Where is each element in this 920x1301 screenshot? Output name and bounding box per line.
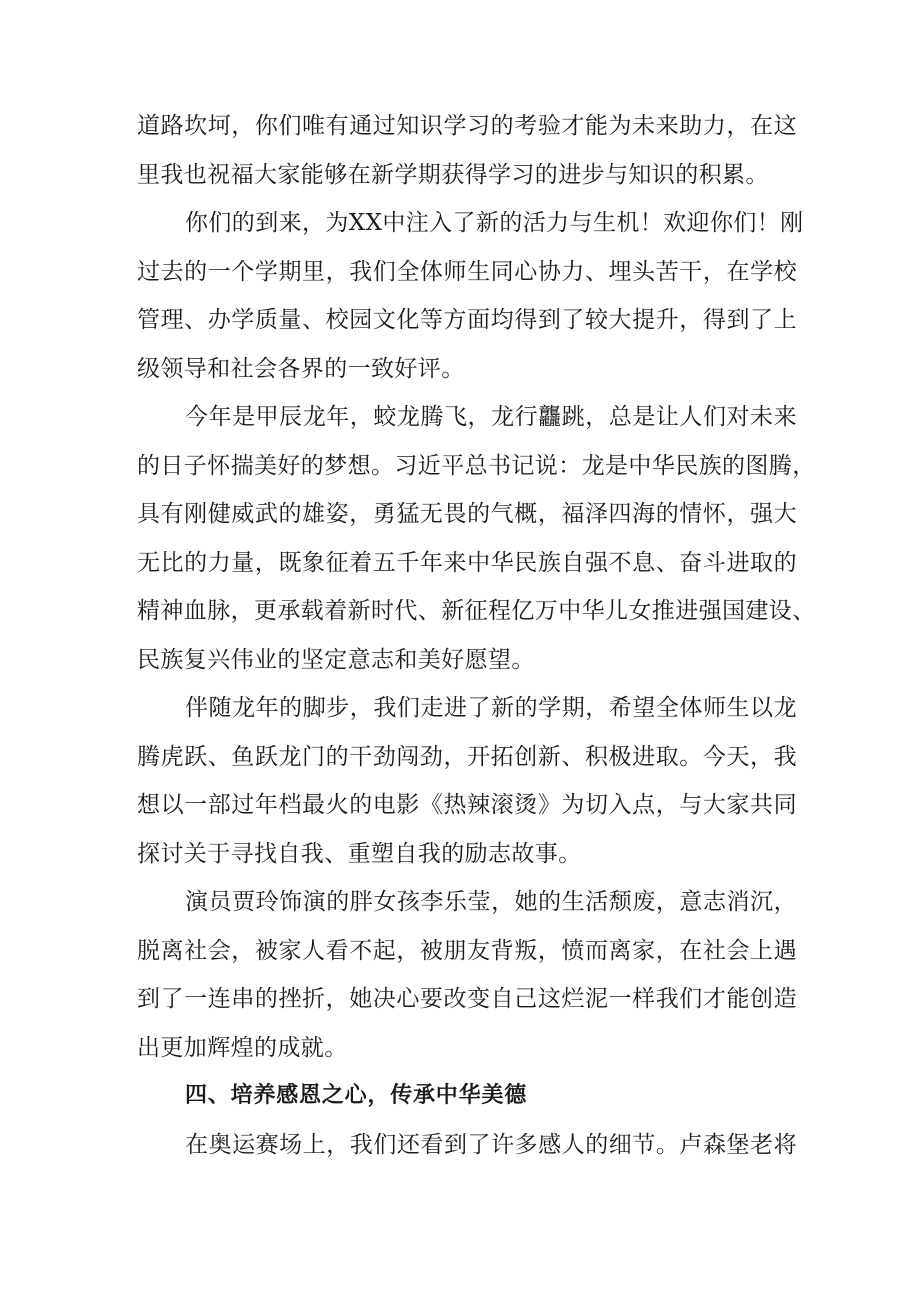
text-line: 具有刚健威武的雄姿，勇猛无畏的气概，福泽四海的情怀，强大 <box>137 501 797 527</box>
text-line: 腾虎跃、鱼跃龙门的干劲闯劲，开拓创新、积极进取。今天，我 <box>137 743 797 770</box>
text-line: 管理、办学质量、校园文化等方面均得到了较大提升，得到了上 <box>137 307 797 333</box>
text-line: 的日子怀揣美好的梦想。习近平总书记说：龙是中华民族的图腾， <box>137 452 816 479</box>
paragraph-5 <box>137 878 797 1072</box>
text-line: 到了一连串的挫折，她决心要改变自己这烂泥一样我们才能创造 <box>137 986 797 1012</box>
paragraph-3 <box>137 393 816 684</box>
text-line: 无比的力量，既象征着五千年来中华民族自强不息、奋斗进取的 <box>137 549 797 576</box>
paragraph-4 <box>137 684 797 878</box>
text-line: 演员贾玲饰演的胖女孩李乐莹，她的生活颓废，意志消沉， <box>185 889 797 915</box>
text-line: 想以一部过年档最火的电影《热辣滚烫》为切入点，与大家共同 <box>137 792 797 818</box>
text-line: 今年是甲辰龙年，蛟龙腾飞，龙行龘跳，总是让人们对未来 <box>185 404 797 430</box>
text-line: 精神血脉，更承载着新时代、新征程亿万中华儿女推进强国建设、 <box>137 598 816 624</box>
text-line: 脱离社会，被家人看不起，被朋友背叛，愤而离家，在社会上遇 <box>137 937 797 964</box>
text-line: 你们的到来，为XX中注入了新的活力与生机！欢迎你们！刚 <box>185 210 804 236</box>
paragraph-6 <box>137 1121 797 1170</box>
text-line: 出更加辉煌的成就。 <box>137 1034 348 1061</box>
text-line: 在奥运赛场上，我们还看到了许多感人的细节。卢森堡老将 <box>185 1131 797 1158</box>
text-line: 道路坎坷，你们唯有通过知识学习的考验才能为未来助力，在这 <box>137 113 797 139</box>
paragraph-2 <box>137 199 804 393</box>
text-line: 伴随龙年的脚步，我们走进了新的学期，希望全体师生以龙 <box>185 695 797 721</box>
text-line: 里我也祝福大家能够在新学期获得学习的进步与知识的积累。 <box>137 161 769 188</box>
text-line: 探讨关于寻找自我、重塑自我的励志故事。 <box>137 840 582 867</box>
paragraph-1 <box>137 102 797 199</box>
text-line: 民族复兴伟业的坚定意志和美好愿望。 <box>137 646 535 673</box>
text-line: 级领导和社会各界的一致好评。 <box>137 355 465 382</box>
document-page <box>137 102 816 1169</box>
section-heading: 四、培养感恩之心，传承中华美德 <box>185 1083 528 1108</box>
text-line: 过去的一个学期里，我们全体师生同心协力、埋头苦干，在学校 <box>137 258 797 285</box>
